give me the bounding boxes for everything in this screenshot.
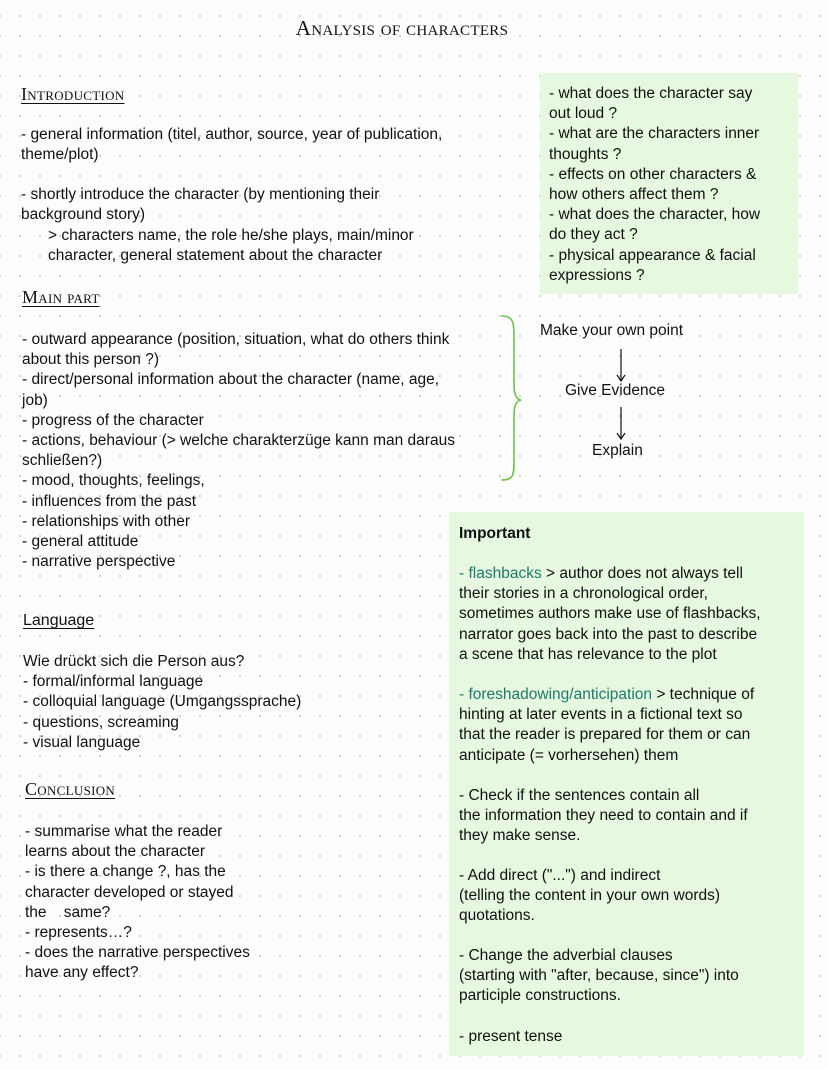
questions-box: [540, 73, 798, 294]
introduction-character-details: > characters name, the role he/she plays, main/minor character, general statement about the character: [48, 227, 414, 265]
flow-arrow-2: [614, 406, 628, 444]
language-heading: Language: [23, 612, 95, 629]
check-sentences-note: - Check if the sentences contain all the information they need to contain and if they make sense.: [459, 787, 748, 845]
present-tense-note: - present tense: [459, 1028, 563, 1045]
introduction-heading: Introduction: [21, 84, 125, 104]
conclusion-heading: Conclusion: [25, 779, 116, 799]
foreshadowing-term: - foreshadowing/anticipation: [459, 686, 653, 703]
questions-list: - what does the character say out loud ? - what are the characters inner thoughts ? - effects on other characters & how others affect them ? - what does the character, how do they act ? - physical appearance & facial expressions ?: [549, 85, 761, 284]
introduction-general-info: - general information (titel, author, source, year of publication, theme/plot): [21, 126, 443, 164]
important-box: [449, 512, 804, 1056]
main-part-list: - outward appearance (position, situation, what do others think about this person ?) - direct/personal information about the character (name, age, job) - progress of the character - actions, behaviour (> welche charakterzüge kann man daraus schließen?) - mood, thoughts, feelings, - influences from the past - relationships with other - general attitude - narrative perspective: [22, 331, 455, 571]
page-title: Analysis of characters: [295, 16, 509, 40]
important-heading: Important: [459, 525, 531, 542]
flow-step-explain: Explain: [592, 442, 643, 459]
arrow-down-icon: [614, 406, 628, 440]
flashbacks-term: - flashbacks: [459, 565, 542, 582]
flow-step-give-evidence: Give Evidence: [565, 382, 665, 399]
arrow-down-icon: [614, 348, 628, 382]
adverbial-clauses-note: - Change the adverbial clauses (starting with "after, because, since") into participle constructions.: [459, 947, 739, 1005]
conclusion-list: - summarise what the reader learns about the character - is there a change ?, has the character developed or stayed the same? - represents…? - does the narrative perspectives have any effect?: [25, 823, 250, 982]
main-part-heading: Main part: [22, 287, 100, 307]
flashbacks-note: - flashbacks > author does not always tell their stories in a chronological order, sometimes authors make use of flashbacks, narrator goes back into the past to describe a scene that has relevance to the plot: [459, 565, 761, 663]
flow-step-make-point: Make your own point: [540, 322, 684, 339]
quotations-note: - Add direct ("...") and indirect (telling the content in your own words) quotations.: [459, 867, 721, 925]
foreshadowing-note: - foreshadowing/anticipation > technique of hinting at later events in a fictional text so that the reader is prepared for them or can anticipate (= vorhersehen) them: [459, 686, 755, 764]
curly-brace: [500, 314, 524, 484]
language-list: Wie drückt sich die Person aus? - formal/informal language - colloquial language (Umgangssprache) - questions, screaming - visual language: [23, 653, 302, 751]
introduction-character-intro: - shortly introduce the character (by mentioning their background story): [21, 186, 380, 224]
